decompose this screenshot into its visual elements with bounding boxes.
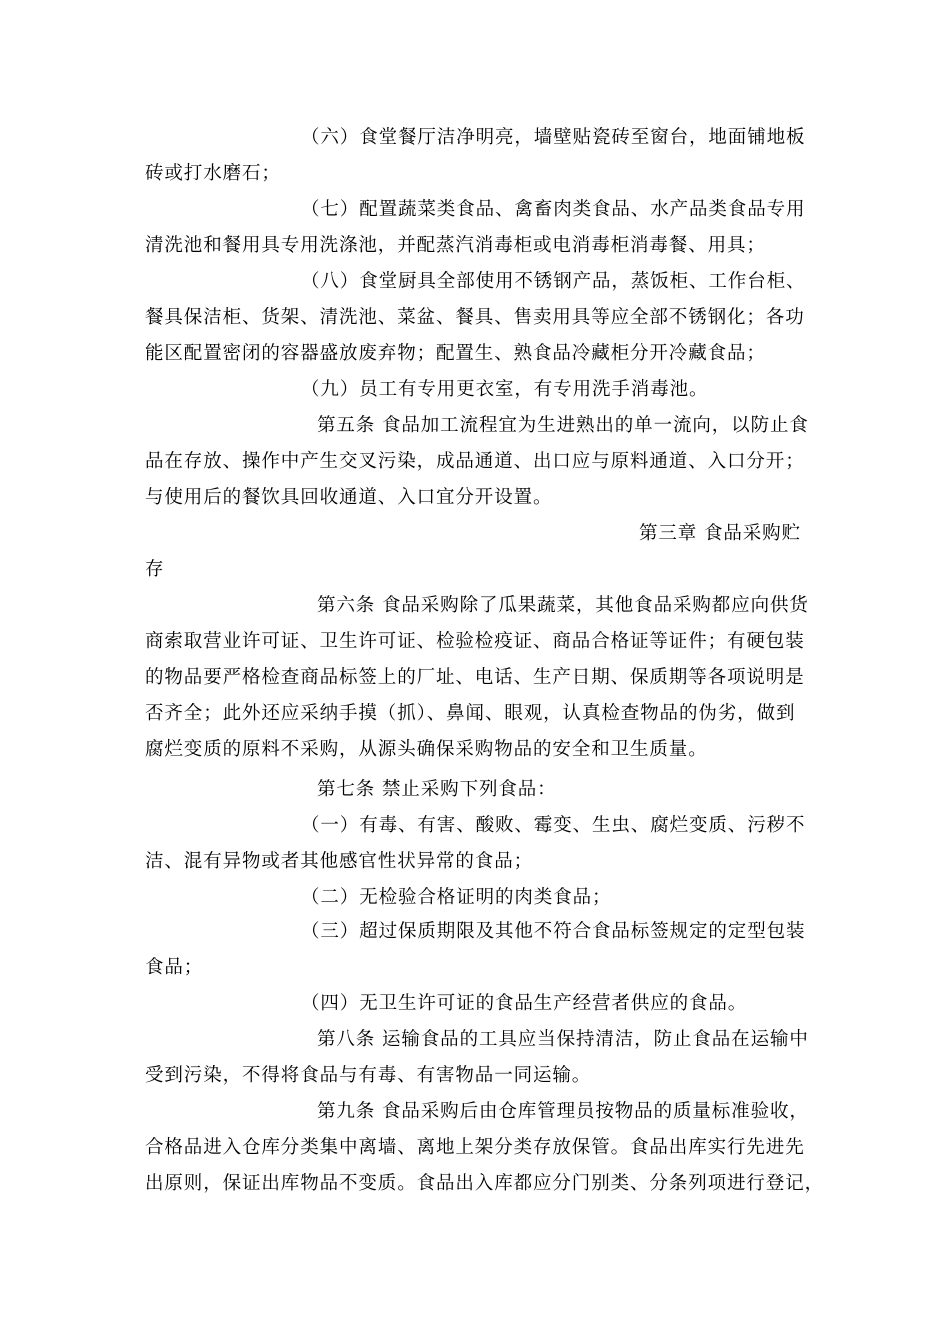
item-eight-line-3: 能区配置密闭的容器盛放废弃物；配置生、熟食品冷藏柜分开冷藏食品；: [145, 343, 766, 364]
article-seven-line-1: 第七条 禁止采购下列食品：: [317, 779, 557, 800]
article-eight-line-2: 受到污染，不得将食品与有毒、有害物品一同运输。: [145, 1065, 592, 1086]
item-seven-line-1: （七）配置蔬菜类食品、禽畜肉类食品、水产品类食品专用: [301, 199, 806, 220]
article-six-line-5: 腐烂变质的原料不采购，从源头确保采购物品的安全和卫生质量。: [145, 739, 708, 760]
item-seven-line-2: 清洗池和餐用具专用洗涤池，并配蒸汽消毒柜或电消毒柜消毒餐、用具；: [145, 235, 766, 256]
item-one-line-1: （一）有毒、有害、酸败、霉变、生虫、腐烂变质、污秽不: [301, 815, 806, 836]
item-six-line-2: 砖或打水磨石；: [145, 163, 281, 184]
article-six-line-1: 第六条 食品采购除了瓜果蔬菜，其他食品采购都应向供货: [317, 595, 809, 616]
article-six-line-4: 否齐全；此外还应采纳手摸（抓）、鼻闻、眼观，认真检查物品的伪劣，做到: [145, 703, 796, 724]
article-nine-line-1: 第九条 食品采购后由仓库管理员按物品的质量标准验收，: [317, 1101, 809, 1122]
article-eight-line-1: 第八条 运输食品的工具应当保持清洁，防止食品在运输中: [317, 1029, 809, 1050]
item-six-line-1: （六）食堂餐厅洁净明亮，墙壁贴瓷砖至窗台，地面铺地板: [301, 127, 806, 148]
article-six-line-3: 的物品要严格检查商品标签上的厂址、电话、生产日期、保质期等各项说明是: [145, 667, 805, 688]
item-three-line-2: 食品；: [145, 957, 204, 978]
item-two-line-1: （二）无检验合格证明的肉类食品；: [301, 887, 612, 908]
article-five-line-1: 第五条 食品加工流程宜为生进熟出的单一流向，以防止食: [317, 415, 809, 436]
article-five-line-3: 与使用后的餐饮具回收通道、入口宜分开设置。: [145, 487, 553, 508]
item-nine-line-1: （九）员工有专用更衣室，有专用洗手消毒池。: [301, 379, 709, 400]
item-one-line-2: 洁、混有异物或者其他感官性状异常的食品；: [145, 851, 534, 872]
item-eight-line-1: （八）食堂厨具全部使用不锈钢产品，蒸饭柜、工作台柜、: [301, 271, 806, 292]
item-eight-line-2: 餐具保洁柜、货架、清洗池、菜盆、餐具、售卖用具等应全部不锈钢化；各功: [145, 307, 805, 328]
chapter-three-heading-line-1: 第三章 食品采购贮: [639, 523, 801, 544]
article-five-line-2: 品在存放、操作中产生交叉污染，成品通道、出口应与原料通道、入口分开；: [145, 451, 805, 472]
article-nine-line-2: 合格品进入仓库分类集中离墙、离地上架分类存放保管。食品出库实行先进先: [145, 1137, 805, 1158]
item-four-line-1: （四）无卫生许可证的食品生产经营者供应的食品。: [301, 993, 748, 1014]
item-three-line-1: （三）超过保质期限及其他不符合食品标签规定的定型包装: [301, 921, 806, 942]
article-nine-line-3: 出原则，保证出库物品不变质。食品出入库都应分门别类、分条列项进行登记，: [145, 1173, 825, 1194]
article-six-line-2: 商索取营业许可证、卫生许可证、检验检疫证、商品合格证等证件；有硬包装: [145, 631, 805, 652]
chapter-three-heading-line-2: 存: [145, 559, 165, 580]
